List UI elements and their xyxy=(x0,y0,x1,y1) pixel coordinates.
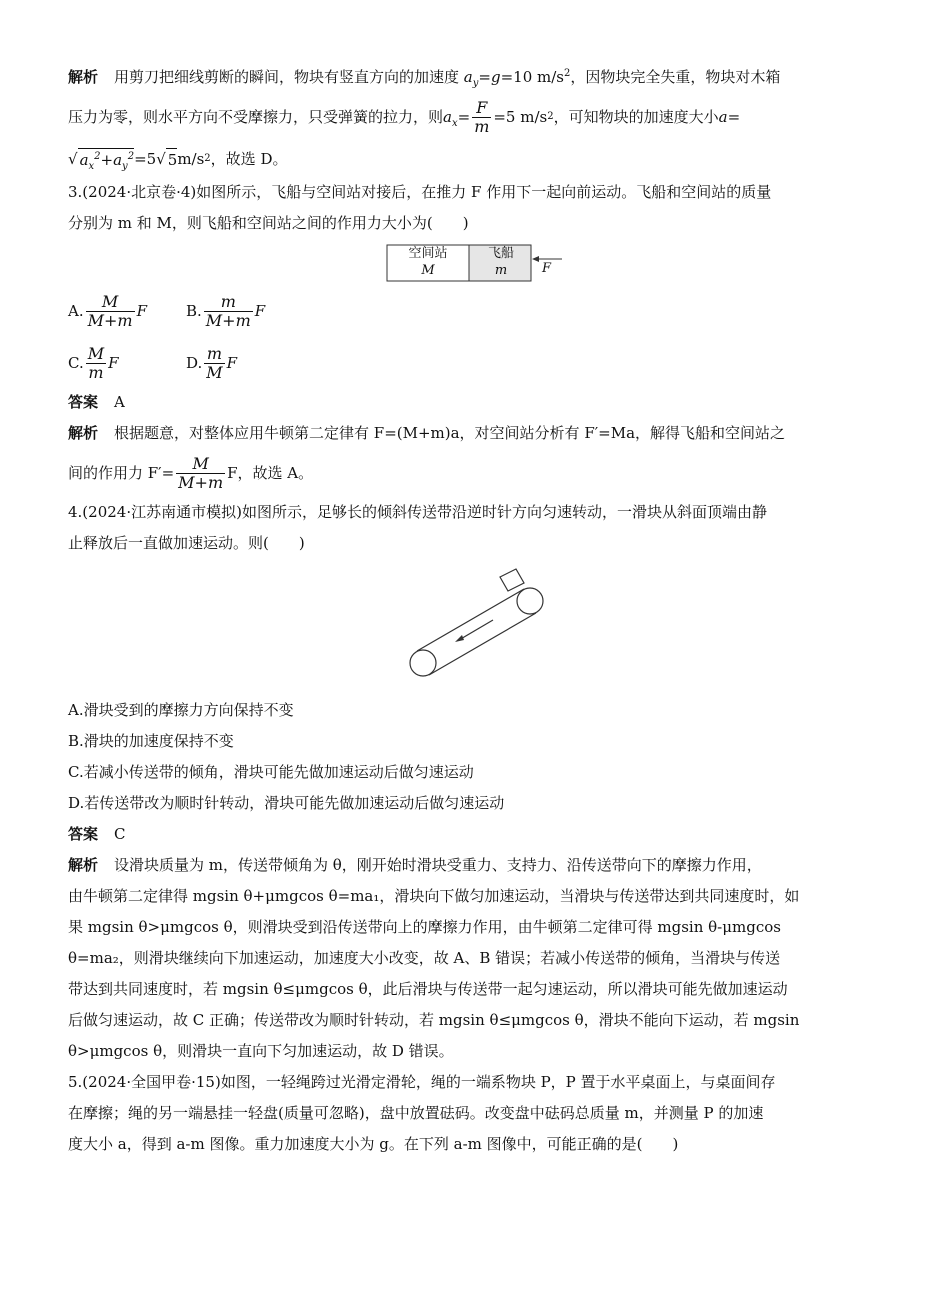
roller-icon xyxy=(517,588,543,614)
answer-label: 答案 xyxy=(68,825,99,843)
sqrt-icon: √ xyxy=(156,149,166,168)
q5-stem-line-3: 度大小 a，得到 a-m 图像。重力加速度大小为 g。在下列 a-m 图像中，可能正确的是( ) xyxy=(68,1135,679,1153)
fraction-m-over-total: $\frac{M}{M+m}$ xyxy=(178,453,224,492)
docking-figure xyxy=(386,241,576,285)
q2-analysis-line-1: 解析 用剪刀把细线剪断的瞬间，物块有竖直方向的加速度 $a_y=g=10$ $m/s^2$，因物块完全失重，物块对木箱 xyxy=(68,68,781,89)
q4-analysis-line-5: 带达到共同速度时，若 mgsin θ≤μmgcos θ，此后滑块与传送带一起匀速运动，所以滑块可能先做加速运动 xyxy=(68,980,788,998)
ship-label: 飞船 xyxy=(487,246,514,261)
q4-analysis-line-4: θ=ma₂，则滑块继续向下加速运动，加速度大小改变，故 A、B 错误；若减小传送带的倾角，当滑块与传送 xyxy=(68,949,781,967)
analysis-label: 解析 xyxy=(68,424,99,442)
q2-analysis-line-3: √ $a_x^2+a_y^2$ =5 √ 5 m/s 2 ，故选 D。 xyxy=(68,141,888,177)
analysis-label: 解析 xyxy=(68,68,99,86)
q4-analysis-line-3: 果 mgsin θ>μmgcos θ，则滑块受到沿传送带向上的摩擦力作用，由牛顿第二定律可得 mgsin θ-μmgcos xyxy=(68,918,781,936)
sqrt-icon: √ xyxy=(68,149,78,168)
page-content xyxy=(68,62,888,1160)
option-d[interactable]: D. $\frac{m}{M}$ F xyxy=(186,343,238,382)
q3-options-row-1 xyxy=(68,289,888,333)
option-a[interactable]: A. $\frac{M}{M+m}$ F xyxy=(68,291,147,330)
option-c[interactable]: C. $\frac{M}{m}$ F xyxy=(68,343,119,382)
q3-options-row-2 xyxy=(68,341,888,385)
q4-option-a[interactable]: A.滑块受到的摩擦力方向保持不变 xyxy=(68,701,294,719)
ship-mass: m xyxy=(494,263,508,278)
answer-label: 答案 xyxy=(68,393,99,411)
q4-analysis-line-6: 后做匀速运动，故 C 正确；传送带改为顺时针转动，若 mgsin θ≤μmgcos θ，滑块不能向下运动，若 mgsin xyxy=(68,1011,800,1029)
answer-value: A xyxy=(114,393,125,411)
conveyor-diagram xyxy=(398,561,558,691)
q3-stem-line-2: 分别为 m 和 M，则飞船和空间站之间的作用力大小为( ) xyxy=(68,214,469,232)
q3-answer xyxy=(68,387,888,418)
q3-stem-line-1: 3.(2024·北京卷·4)如图所示，飞船与空间站对接后，在推力 F 作用下一起向前运动。飞船和空间站的质量 xyxy=(68,183,772,201)
station-label: 空间站 xyxy=(408,246,448,261)
option-b[interactable]: B. $\frac{m}{M+m}$ F xyxy=(186,291,266,330)
q4-stem-line-2: 止释放后一直做加速运动。则( ) xyxy=(68,534,305,552)
q4-analysis-line-1: 解析 设滑块质量为 m，传送带倾角为 θ，刚开始时滑块受重力、支持力、沿传送带向下的摩擦力作用， xyxy=(68,856,762,874)
q4-option-c[interactable]: C.若减小传送带的倾角，滑块可能先做加速运动后做匀速运动 xyxy=(68,763,474,781)
roller-icon xyxy=(410,650,436,676)
fraction-f-over-m: $\frac{F}{m}$ xyxy=(474,97,490,136)
q4-stem-line-1: 4.(2024·江苏南通市模拟)如图所示，足够长的倾斜传送带沿逆时针方向匀速转动，一滑块从斜面顶端由静 xyxy=(68,503,767,521)
q3-analysis-line-2: 间的作用力 F′= $\frac{M}{M+m}$ F，故选 A。 xyxy=(68,453,314,492)
station-mass: M xyxy=(421,263,435,278)
q4-option-b[interactable]: B.滑块的加速度保持不变 xyxy=(68,732,234,750)
force-label: F xyxy=(542,261,552,276)
q5-stem-line-1: 5.(2024·全国甲卷·15)如图，一轻绳跨过光滑定滑轮，绳的一端系物块 P，P 置于水平桌面上，与桌面间存 xyxy=(68,1073,776,1091)
block-icon xyxy=(500,569,524,591)
q4-analysis-line-7: θ>μmgcos θ，则滑块一直向下匀加速运动，故 D 错误。 xyxy=(68,1042,454,1060)
q5-stem-line-2: 在摩擦；绳的另一端悬挂一轻盘(质量可忽略)，盘中放置砝码。改变盘中砝码总质量 m，并测量 P 的加速 xyxy=(68,1104,764,1122)
q4-option-d[interactable]: D.若传送带改为顺时针转动，滑块可能先做加速运动后做匀速运动 xyxy=(68,794,505,812)
arrow-icon xyxy=(459,620,493,640)
conveyor-figure xyxy=(398,561,558,691)
q3-analysis-line-1: 解析 根据题意，对整体应用牛顿第二定律有 F=(M+m)a，对空间站分析有 F′=Ma，解得飞船和空间站之 xyxy=(68,424,786,442)
analysis-label: 解析 xyxy=(68,856,99,874)
answer-value: C xyxy=(114,825,126,843)
q2-analysis-line-2: 压力为零，则水平方向不受摩擦力，只受弹簧的拉力，则 $a_x=$ $\frac{F}{m}$ =5 m/s 2 ，可知物块的加速度大小 a = xyxy=(68,97,741,136)
q4-answer xyxy=(68,819,888,850)
q4-analysis-line-2: 由牛顿第二定律得 mgsin θ+μmgcos θ=ma₁，滑块向下做匀加速运动，当滑块与传送带达到共同速度时，如 xyxy=(68,887,800,905)
